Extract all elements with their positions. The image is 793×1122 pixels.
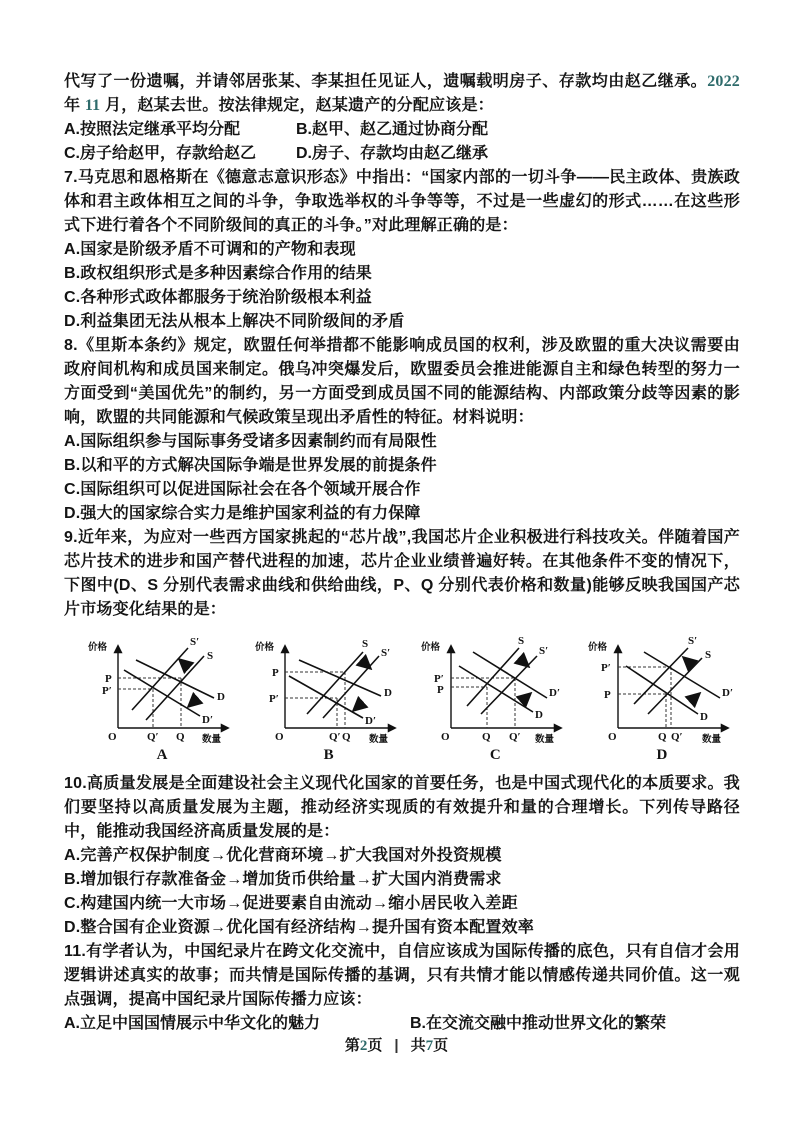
supply-shifted-label: S′ (190, 636, 200, 648)
question-9-stem: 9.近年来，为应对一些西方国家挑起的“芯片战”,我国芯片企业积极进行科技攻关。伴随着国产芯片技术的进步和国产替代进程的加速，芯片企业业绩普遍好转。在其他条件不变的情况下，下图中(D、S 分别代表需求曲线和供给曲线，P、Q 分别代表价格和数量)能够反映我国国产芯片市场变化结果的是： (64, 529, 740, 618)
question-6-stem (64, 70, 740, 118)
q7-option-b: B.政权组织形式是多种因素综合作用的结果 (64, 265, 373, 282)
demand-shift-arrow (521, 694, 530, 702)
panel-letter-c: C (489, 747, 501, 763)
demand-shifted-label: D′ (202, 714, 214, 726)
demand-shift-arrow (189, 698, 198, 706)
y-axis-label: 价格 (421, 642, 441, 653)
footer-total-number: 7 (425, 1038, 434, 1054)
diagram-panel-c (419, 632, 571, 764)
price-top-label: P′ (434, 673, 445, 685)
supply-shifted-label: S′ (539, 645, 549, 657)
y-axis-label: 价格 (88, 642, 108, 653)
demand-shifted-label: D′ (364, 715, 376, 727)
x-axis-label: 数量 (535, 734, 555, 744)
origin-label: O (441, 731, 450, 743)
origin-label: O (274, 731, 284, 743)
qty-right-label: Q′ (509, 731, 521, 743)
price-top-label: P (105, 673, 112, 685)
qty-left-label: Q′ (328, 731, 341, 743)
q6-text-1: 代写了一份遗嘱，并请邻居张某、李某担任见证人，遗嘱载明房子、存款均由赵乙继承。 (64, 73, 708, 90)
footer-total-suffix: 页 (433, 1037, 449, 1054)
q6-options-row-2 (64, 142, 740, 166)
supply-shifted-label: S′ (687, 635, 698, 647)
panel-letter-a: A (156, 747, 168, 763)
supply-label: S (361, 638, 368, 650)
qty-left-label: Q′ (147, 731, 159, 743)
q10-option-a: A.完善产权保护制度→优化营商环境→扩大我国对外投资规模 (64, 847, 502, 864)
q8-option-a: A.国际组织参与国际事务受诸多因素制约而有局限性 (64, 433, 437, 450)
supply-shifted-label: S′ (380, 647, 390, 659)
q6-month: 11 (84, 97, 101, 114)
q11-options-row (64, 1012, 740, 1036)
supply-demand-diagrams (86, 632, 738, 764)
question-11-stem: 11.有学者认为，中国纪录片在跨文化交流中，自信应该成为国际传播的底色，只有自信才会用逻辑讲述真实的故事；而共情是国际传播的基调，只有共情才能以情感传递共同价值。这一观点强调，提高中国纪录片国际传播力应该： (64, 943, 740, 1008)
footer-page-number: 2 (359, 1038, 368, 1054)
q6-year: 2022 (707, 73, 740, 90)
demand-shift-arrow (690, 694, 699, 702)
demand-label: D (383, 687, 392, 699)
question-10-stem: 10.高质量发展是全面建设社会主义现代化国家的首要任务，也是中国式现代化的本质要求。我们要坚持以高质量发展为主题，推动经济实现质的有效提升和量的合理增长。下列传导路径中，能推动我国经济高质量发展的是： (64, 775, 740, 840)
supply-demand-chart-a (86, 632, 238, 744)
price-bottom-label: P′ (102, 685, 112, 697)
qty-right-label: Q′ (670, 731, 683, 743)
supply-label: S (207, 650, 214, 662)
price-bottom-label: P′ (268, 693, 279, 705)
q7-option-d: D.利益集团无法从根本上解决不同阶级间的矛盾 (64, 313, 405, 330)
q6-option-c: C.房子给赵甲，存款给赵乙 (64, 145, 257, 162)
question-7-stem: 7.马克思和恩格斯在《德意志意识形态》中指出：“国家内部的一切斗争——民主政体、贵族政体和君主政体相互之间的斗争，争取选举权的斗争等等，不过是一些虚幻的形式……在这些形式下进行着各个不同阶级间的真正的斗争。”对此理解正确的是： (64, 169, 740, 234)
q6-option-a: A.按照法定继承平均分配 (64, 121, 241, 138)
supply-shift-arrow (180, 660, 189, 668)
footer-total-prefix: 共 (410, 1037, 426, 1054)
footer-page-prefix: 第 (344, 1037, 360, 1054)
demand-shifted-label: D′ (721, 687, 734, 699)
q6-text-2: 赵某去世。按法律规定，赵某遗产的分配应该是： (137, 97, 494, 114)
demand-label: D (217, 691, 225, 703)
supply-label: S (518, 635, 525, 647)
page-content (64, 70, 740, 1036)
price-top-label: P (271, 667, 279, 679)
q11-option-a: A.立足中国国情展示中华文化的魅力 (64, 1015, 321, 1032)
q10-option-d: D.整合国有企业资源→优化国有经济结构→提升国有资本配置效率 (64, 919, 535, 936)
x-axis-label: 数量 (202, 734, 222, 744)
supply-demand-chart-d (586, 632, 738, 744)
diagram-panel-b (253, 632, 405, 764)
qty-right-label: Q (176, 731, 185, 743)
panel-letter-d: D (656, 747, 668, 763)
q8-option-c: C.国际组织可以促进国际社会在各个领域开展合作 (64, 481, 421, 498)
demand-shifted-label: D′ (549, 687, 561, 699)
origin-label: O (108, 731, 117, 743)
q7-option-c: C.各种形式政体都服务于统治阶级根本利益 (64, 289, 373, 306)
supply-demand-chart-b (253, 632, 405, 744)
q6-month-unit: 月， (100, 97, 138, 114)
footer-separator: | (394, 1037, 399, 1054)
supply-shift-arrow (684, 658, 693, 666)
demand-label: D (699, 711, 708, 723)
q10-option-c: C.构建国内统一大市场→促进要素自由流动→缩小居民收入差距 (64, 895, 518, 912)
demand-shift-arrow (354, 702, 363, 710)
qty-left-label: Q (482, 731, 491, 743)
footer-page-suffix: 页 (367, 1037, 383, 1054)
price-top-label: P′ (600, 662, 611, 674)
q10-option-b: B.增加银行存款准备金→增加货币供给量→扩大国内消费需求 (64, 871, 502, 888)
demand-label: D (535, 709, 544, 721)
q11-option-b: B.在交流交融中推动世界文化的繁荣 (410, 1015, 667, 1032)
q6-option-d: D.房子、存款均由赵乙继承 (296, 145, 489, 162)
page-footer (0, 1034, 793, 1055)
y-axis-label: 价格 (587, 642, 607, 653)
panel-letter-b: B (323, 747, 334, 763)
price-bottom-label: P (603, 689, 611, 701)
supply-shift-arrow (519, 658, 528, 666)
supply-label: S (704, 649, 712, 661)
qty-right-label: Q (341, 731, 351, 743)
y-axis-label: 价格 (254, 642, 274, 653)
price-bottom-label: P (437, 684, 445, 696)
question-8-stem: 8.《里斯本条约》规定，欧盟任何举措都不能影响成员国的权利，涉及欧盟的重大决议需要由政府间机构和成员国来制定。俄乌冲突爆发后，欧盟委员会推进能源自主和绿色转型的努力一方面受到“美国优先”的制约，另一方面受到成员国不同的能源结构、内部政策分歧等因素的影响，欧盟的共同能源和气候政策呈现出矛盾性的特征。材料说明： (64, 337, 740, 426)
x-axis-label: 数量 (368, 734, 388, 744)
origin-label: O (607, 731, 617, 743)
q6-options-row-1 (64, 118, 740, 142)
diagram-panel-a (86, 632, 238, 764)
supply-shift-arrow (361, 660, 370, 668)
q6-year-unit: 年 (64, 97, 85, 114)
q8-option-b: B.以和平的方式解决国际争端是世界发展的前提条件 (64, 457, 437, 474)
diagram-panel-d (586, 632, 738, 764)
supply-demand-chart-c (419, 632, 571, 744)
q6-option-b: B.赵甲、赵乙通过协商分配 (296, 121, 489, 138)
q7-option-a: A.国家是阶级矛盾不可调和的产物和表现 (64, 241, 356, 258)
qty-left-label: Q (657, 731, 667, 743)
x-axis-label: 数量 (701, 734, 721, 744)
q8-option-d: D.强大的国家综合实力是维护国家利益的有力保障 (64, 505, 421, 522)
